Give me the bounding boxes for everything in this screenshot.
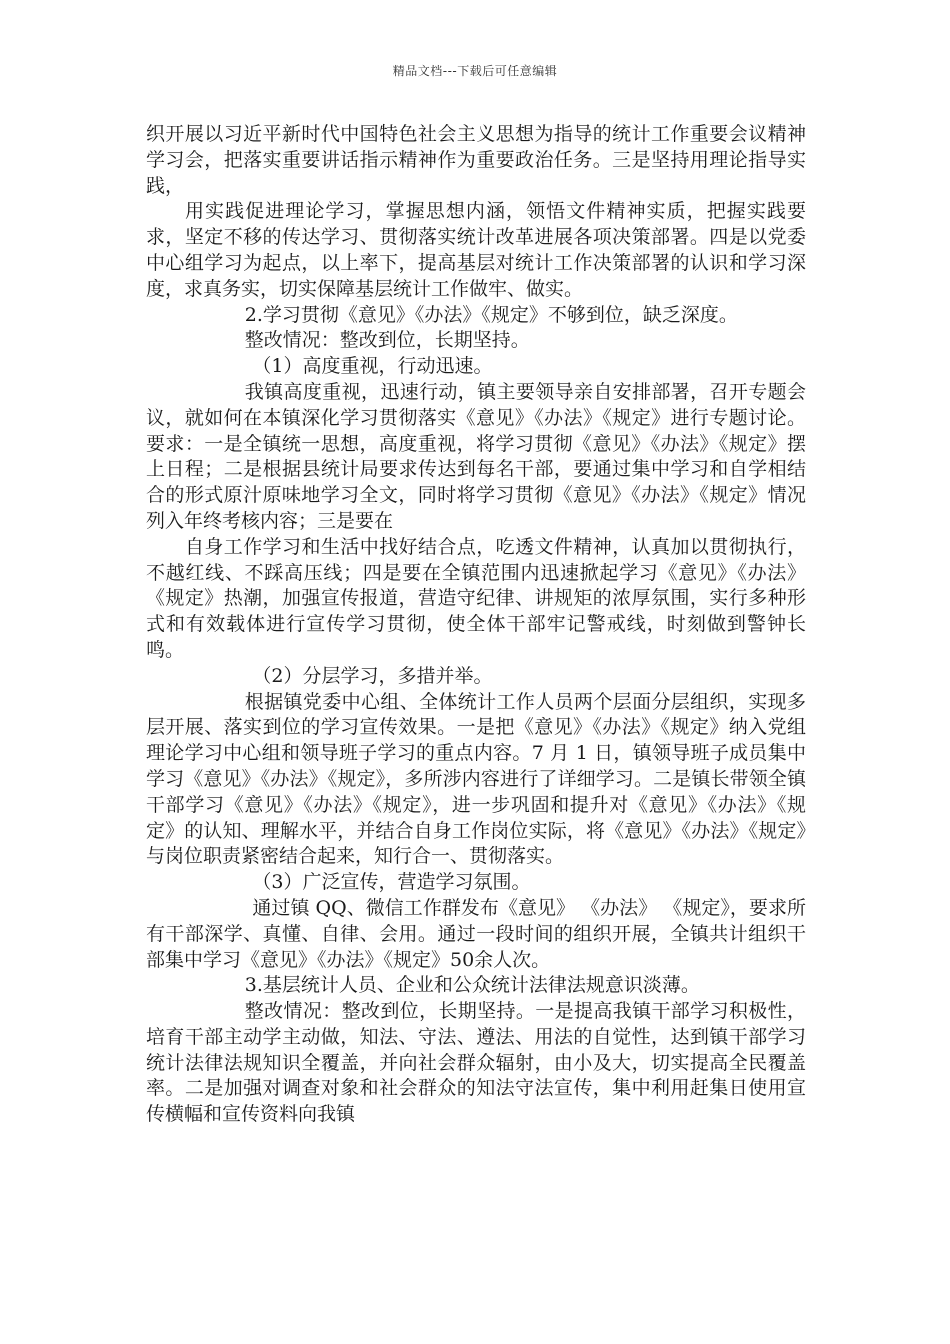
- paragraph-4: 自身工作学习和生活中找好结合点，吃透文件精神，认真加以贯彻执行，不越红线、不踩高压线；四是要在全镇范围内迅速掀起学习《意见》《办法》《规定》热潮，加强宣传报道，营造守纪律、讲规矩的浓厚氛围，实行多种形式和有效载体进行宣传学习贯彻，使全体干部牢记警戒线，时刻做到警钟长鸣。: [146, 535, 806, 661]
- paragraph-6: 通过镇 QQ、微信工作群发布《意见》 《办法》 《规定》，要求所有干部深学、真懂、自律、会用。通过一段时间的组织开展，全镇共计组织干部集中学习《意见》《办法》《规定》50余人次。: [146, 896, 806, 971]
- section-heading-3: 3.基层统计人员、企业和公众统计法律法规意识淡薄。: [244, 974, 700, 997]
- rectification-status: 整改情况：整改到位，长期坚持。: [244, 329, 530, 352]
- paragraph-3: 我镇高度重视，迅速行动，镇主要领导亲自安排部署，召开专题会议，就如何在本镇深化学习贯彻落实《意见》《办法》《规定》进行专题讨论。要求：一是全镇统一思想，高度重视，将学习贯彻《意见》《办法》《规定》摆上日程；二是根据县统计局要求传达到每名干部，要通过集中学习和自学相结合的形式原汁原味地学习全文，同时将学习贯彻《意见》《办法》《规定》情况列入年终考核内容；三是要在: [146, 380, 806, 532]
- subheading-1: （1）高度重视，行动迅速。: [252, 355, 493, 378]
- subheading-2: （2）分层学习，多措并举。: [252, 664, 493, 687]
- document-body: [146, 122, 806, 1128]
- paragraph-5: 根据镇党委中心组、全体统计工作人员两个层面分层组织，实现多层开展、落实到位的学习宣传效果。一是把《意见》《办法》《规定》纳入党组理论学习中心组和领导班子学习的重点内容。7 月 1 日，镇领导班子成员集中学习《意见》《办法》《规定》，多所涉内容进行了详细学习。二是镇长带领全镇干部学习《意见》《办法》《规定》，进一步巩固和提升对《意见》《办法》《规定》的认知、理解水平，并结合自身工作岗位实际，将《意见》《办法》《规定》与岗位职责紧密结合起来，知行合一、贯彻落实。: [146, 690, 806, 868]
- subheading-3: （3）广泛宣传，营造学习氛围。: [252, 871, 531, 894]
- section-heading-2: 2.学习贯彻《意见》《办法》《规定》不够到位，缺乏深度。: [244, 303, 738, 326]
- paragraph-7: 整改情况：整改到位，长期坚持。一是提高我镇干部学习积极性，培育干部主动学主动做，知法、守法、遵法、用法的自觉性，达到镇干部学习统计法律法规知识全覆盖，并向社会群众辐射，由小及大，切实提高全民覆盖率。二是加强对调查对象和社会群众的知法守法宣传，集中利用赶集日使用宣传横幅和宣传资料向我镇: [146, 1000, 806, 1126]
- paragraph-1: 织开展以习近平新时代中国特色社会主义思想为指导的统计工作重要会议精神学习会，把落实重要讲话指示精神作为重要政治任务。三是坚持用理论指导实践，: [146, 123, 806, 197]
- page-header: 精品文档---下载后可任意编辑: [392, 64, 558, 78]
- paragraph-2: 用实践促进理论学习，掌握思想内涵，领悟文件精神实质，把握实践要求，坚定不移的传达学习、贯彻落实统计改革进展各项决策部署。四是以党委中心组学习为起点，以上率下，提高基层对统计工作决策部署的认识和学习深度，求真务实，切实保障基层统计工作做牢、做实。: [146, 200, 806, 300]
